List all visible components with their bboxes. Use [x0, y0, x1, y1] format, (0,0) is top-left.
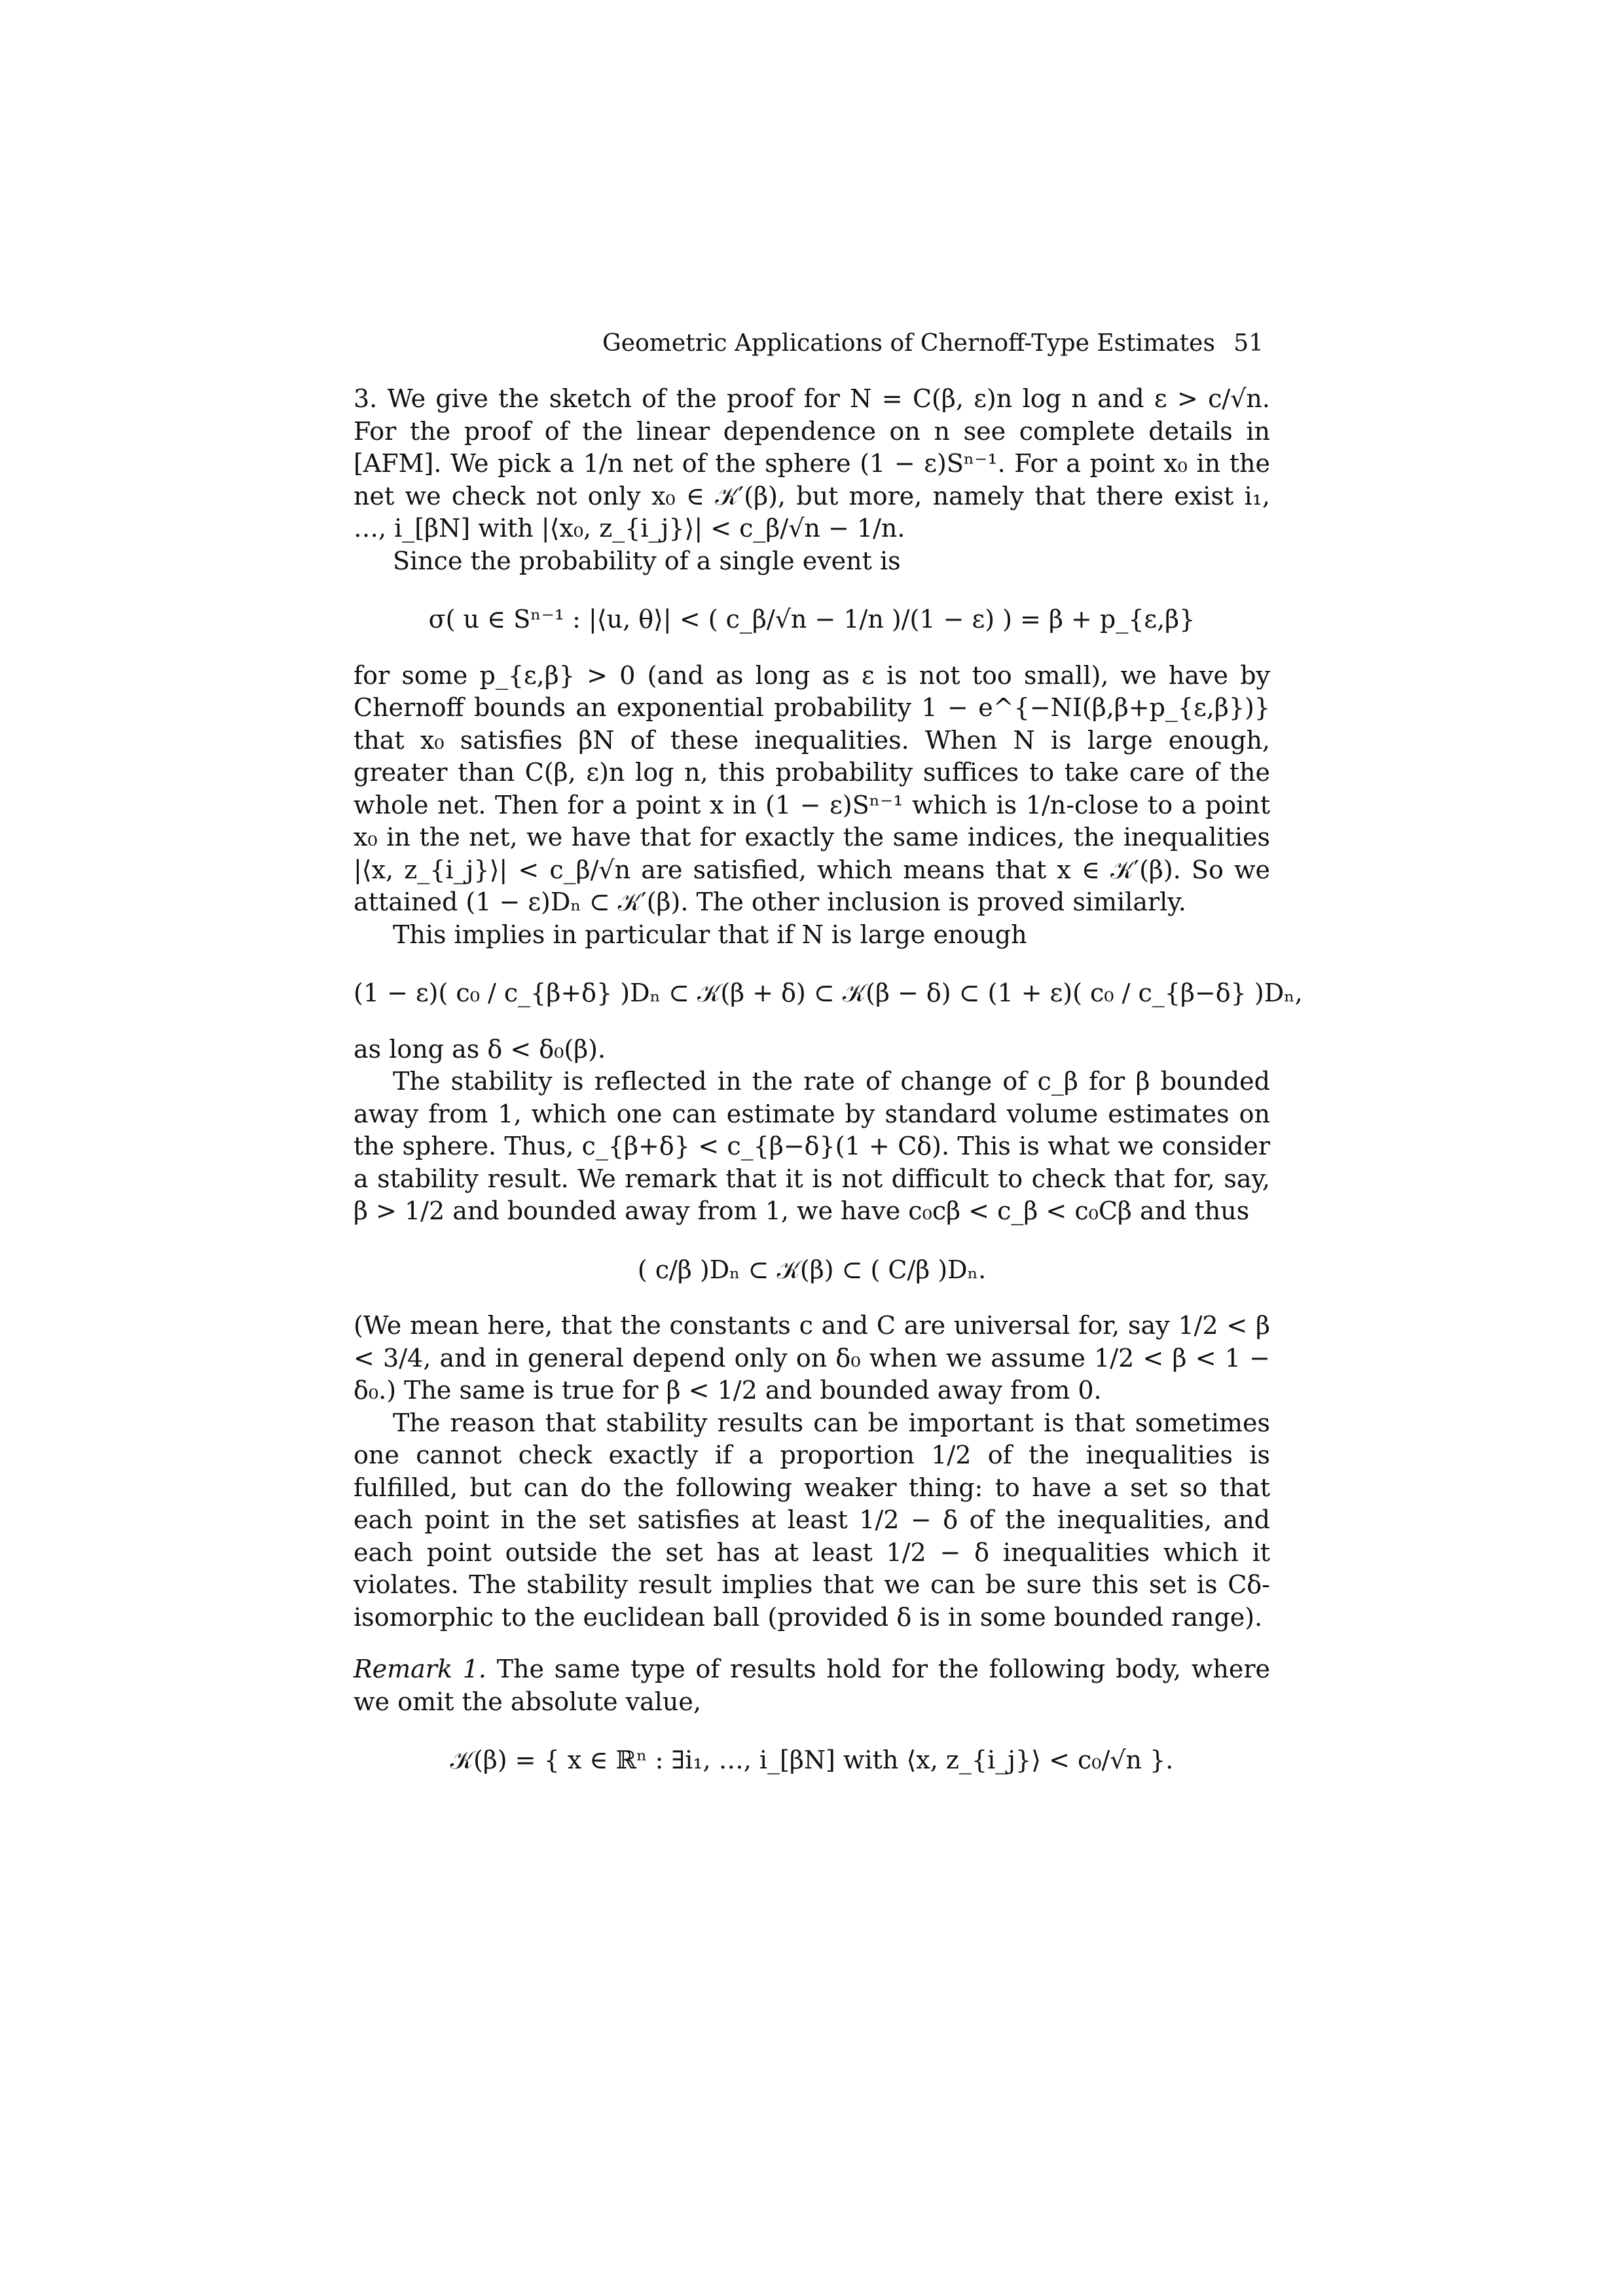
paragraph-chernoff-bounds: for some p_{ε,β} > 0 (and as long as ε is not too small), we have by Chernoff bounds an exponential probability 1 − e^{−NI(β,β+p_{ε,β})} that x₀ satisfies βN of these inequalities. When N is large enough, greater than C(β, ε)n log n, this probability suffices to take care of the whole net. Then for a point x in (1 − ε)Sⁿ⁻¹ which is 1/n-close to a point x₀ in the net, we have that for exactly the same indices, the inequalities |⟨x, z_{i_j}⟩| < c_β/√n are satisfied, which means that x ∈ 𝒦′(β). So we attained (1 − ε)Dₙ ⊂ 𝒦′(β). The other inclusion is proved similarly. — [354, 660, 1270, 916]
paragraph-single-event: Since the probability of a single event is — [393, 546, 901, 575]
equation-body-definition: 𝒦(β) = { x ∈ ℝⁿ : ∃i₁, …, i_[βN] with ⟨x, z_{i_j}⟩ < c₀/√n }. — [450, 1746, 1174, 1774]
main-text — [354, 383, 1303, 1801]
paragraph-constants: (We mean here, that the constants c and C are universal for, say 1/2 < β < 3/4, and in general depend only on δ₀ when we assume 1/2 < β < 1 − δ₀.) The same is true for β < 1/2 and bounded away from 0. — [354, 1311, 1270, 1405]
equation-probability: σ( u ∈ Sⁿ⁻¹ : |⟨u, θ⟩| < ( c_β/√n − 1/n )/(1 − ε) ) = β + p_{ε,β} — [428, 605, 1195, 634]
page-number: 51 — [1233, 330, 1264, 357]
paragraph-delta-condition: as long as δ < δ₀(β). — [354, 1034, 606, 1064]
running-header — [354, 326, 1270, 365]
running-title: Geometric Applications of Chernoff-Type Estimates — [602, 330, 1215, 357]
equation-stability-inclusion: ( c/β )Dₙ ⊂ 𝒦(β) ⊂ ( C/β )Dₙ. — [637, 1255, 987, 1284]
remark-label: Remark 1. — [354, 1655, 486, 1683]
paragraph-implication: This implies in particular that if N is large enough — [393, 920, 1027, 949]
remark-1 — [354, 1653, 1270, 1718]
paragraph-proof-sketch: 3. We give the sketch of the proof for N = C(β, ε)n log n and ε > c/√n. For the proof of the linear dependence on n see complete details in [AFM]. We pick a 1/n net of the sphere (1 − ε)Sⁿ⁻¹. For a point x₀ in the net we check not only x₀ ∈ 𝒦′(β), but more, namely that there exist i₁, …, i_[βN] with |⟨x₀, z_{i_j}⟩| < c_β/√n − 1/n. — [354, 384, 1270, 543]
paragraph-reason: The reason that stability results can be important is that sometimes one cannot check exactly if a proportion 1/2 of the inequalities is fulfilled, but can do the following weaker thing: to have a set so that each point in the set satisfies at least 1/2 − δ of the inequalities, and each point outside the set has at least 1/2 − δ inequalities which it violates. The stability result implies that we can be sure this set is Cδ-isomorphic to the euclidean ball (provided δ is in some bounded range). — [354, 1408, 1270, 1632]
paragraph-stability: The stability is reflected in the rate of change of c_β for β bounded away from 1, which one can estimate by standard volume estimates on the sphere. Thus, c_{β+δ} < c_{β−δ}(1 + Cδ). This is what we consider a stability result. We remark that it is not difficult to check that for, say, β > 1/2 and bounded away from 1, we have c₀cβ < c_β < c₀Cβ and thus — [354, 1067, 1270, 1225]
remark-text: The same type of results hold for the following body, where we omit the absolute value, — [354, 1655, 1270, 1716]
equation-inclusion-chain: (1 − ε)( c₀ / c_{β+δ} )Dₙ ⊂ 𝒦(β + δ) ⊂ 𝒦(β − δ) ⊂ (1 + ε)( c₀ / c_{β−δ} )Dₙ, — [354, 978, 1303, 1007]
